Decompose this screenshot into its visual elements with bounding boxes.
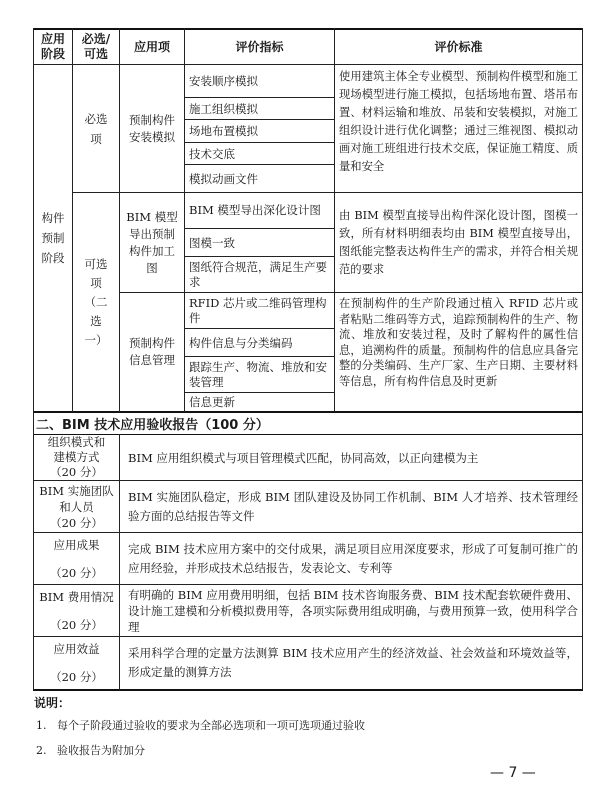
header-indicator: 评价指标: [235, 40, 284, 54]
row-org-mode-name: 组织模式和 建模方式 （20 分）: [47, 435, 106, 479]
row-results-desc: 完成 BIM 技术应用方案中的交付成果，满足项目应用深度要求，形成了可复制可推广的应用经验，并形成技术总结报告，发表论文、专利等: [128, 541, 578, 575]
required-item: 预制构件 安装模拟: [129, 112, 175, 144]
indicator-info-update: 信息更新: [189, 395, 235, 409]
stage-label: 构件 预制 阶段: [41, 211, 65, 265]
row-team-desc: BIM 实施团队稳定，形成 BIM 团队建设及协同工作机制、BIM 人才培养、技术管理经验方面的总结报告等文件: [128, 489, 578, 523]
page-number: — 7 —: [490, 765, 536, 781]
optional-item-info: 预制构件 信息管理: [129, 336, 175, 367]
optional-drawing-standard: 由 BIM 模型直接导出构件深化设计图，图模一致，所有材料明细表均由 BIM 模型直接导出，图纸能完整表达构件生产的需求，并符合相关规范的要求: [339, 209, 578, 276]
row-cost-name: BIM 费用情况 （20 分）: [39, 589, 114, 632]
header-application-item: 应用项: [133, 40, 170, 54]
row-benefit-desc: 采用科学合理的定量方法测算 BIM 技术应用产生的经济效益、社会效益和环境效益等，形成定量的测算方法: [128, 646, 578, 679]
notes-title: 说明：: [34, 696, 71, 710]
header-standard: 评价标准: [434, 40, 483, 54]
indicator-model-consistency: 图模一致: [189, 235, 235, 250]
row-benefit-name: 应用效益 （20 分）: [50, 642, 103, 684]
row-team-name: BIM 实施团队 和人员 （20 分）: [39, 483, 114, 530]
indicator-animation-file: 模拟动画文件: [189, 171, 258, 186]
required-label: 必选 项: [84, 111, 108, 146]
indicator-code-compliance: 图纸符合规范，满足生产要求: [189, 259, 327, 289]
indicator-install-sequence: 安装顺序模拟: [189, 74, 258, 88]
indicator-rfid: RFID 芯片或二维码管理构件: [189, 295, 327, 325]
indicator-export-drawing: BIM 模型导出深化设计图: [189, 203, 321, 217]
row-org-mode-desc: BIM 应用组织模式与项目管理模式匹配，协同高效，以正向建模为主: [128, 450, 479, 465]
note-1: 1. 每个子阶段通过验收的要求为全部必选项和一项可选项通过验收: [36, 719, 365, 732]
row-cost-desc: 有明确的 BIM 应用费用明细，包括 BIM 技术咨询服务费、BIM 技术配套软硬件费用、设计施工建模和分析模拟费用等，各项实际费用组成明确，与费用预算一致，使用科学合理: [128, 587, 578, 634]
row-results-name: 应用成果 （20 分）: [50, 537, 103, 580]
section-2-title: 二、BIM 技术应用验收报告（100 分）: [36, 418, 269, 433]
optional-label: 可选 项 （二 选 一）: [84, 256, 108, 347]
optional-info-standard: 在预制构件的生产阶段通过植入 RFID 芯片或者粘贴二维码等方式，追踪预制构件的生产、物流、堆放和安装过程，及时了解构件的属性信息，追溯构件的质量。预制构件的信息应具备完整的分类编码、生产厂家、生产日期、主要材料等信息，所有构件信息及时更新: [339, 297, 578, 388]
indicator-construction-org: 施工组织模拟: [189, 101, 258, 116]
optional-item-drawing: BIM 模型 导出预制 构件加工 图: [126, 209, 178, 275]
indicator-info-coding: 构件信息与分类编码: [189, 335, 293, 350]
indicator-site-layout: 场地布置模拟: [189, 124, 258, 138]
note-2: 2. 验收报告为附加分: [36, 744, 145, 757]
header-required-optional: 必选/ 可选: [81, 32, 111, 61]
indicator-tracking: 跟踪生产、物流、堆放和安装管理: [189, 359, 327, 389]
header-stage: 应用 阶段: [40, 32, 65, 61]
required-standard: 使用建筑主体全专业模型、预制构件模型和施工现场模型进行施工模拟，包括场地布置、塔吊布置、材料运输和堆放、吊装和安装模拟，对施工组织设计进行优化调整；通过三维视图、模拟动画对施工班组进行技术交底，保证施工精度、质量和安全: [339, 70, 578, 173]
indicator-tech-briefing: 技术交底: [189, 146, 235, 161]
